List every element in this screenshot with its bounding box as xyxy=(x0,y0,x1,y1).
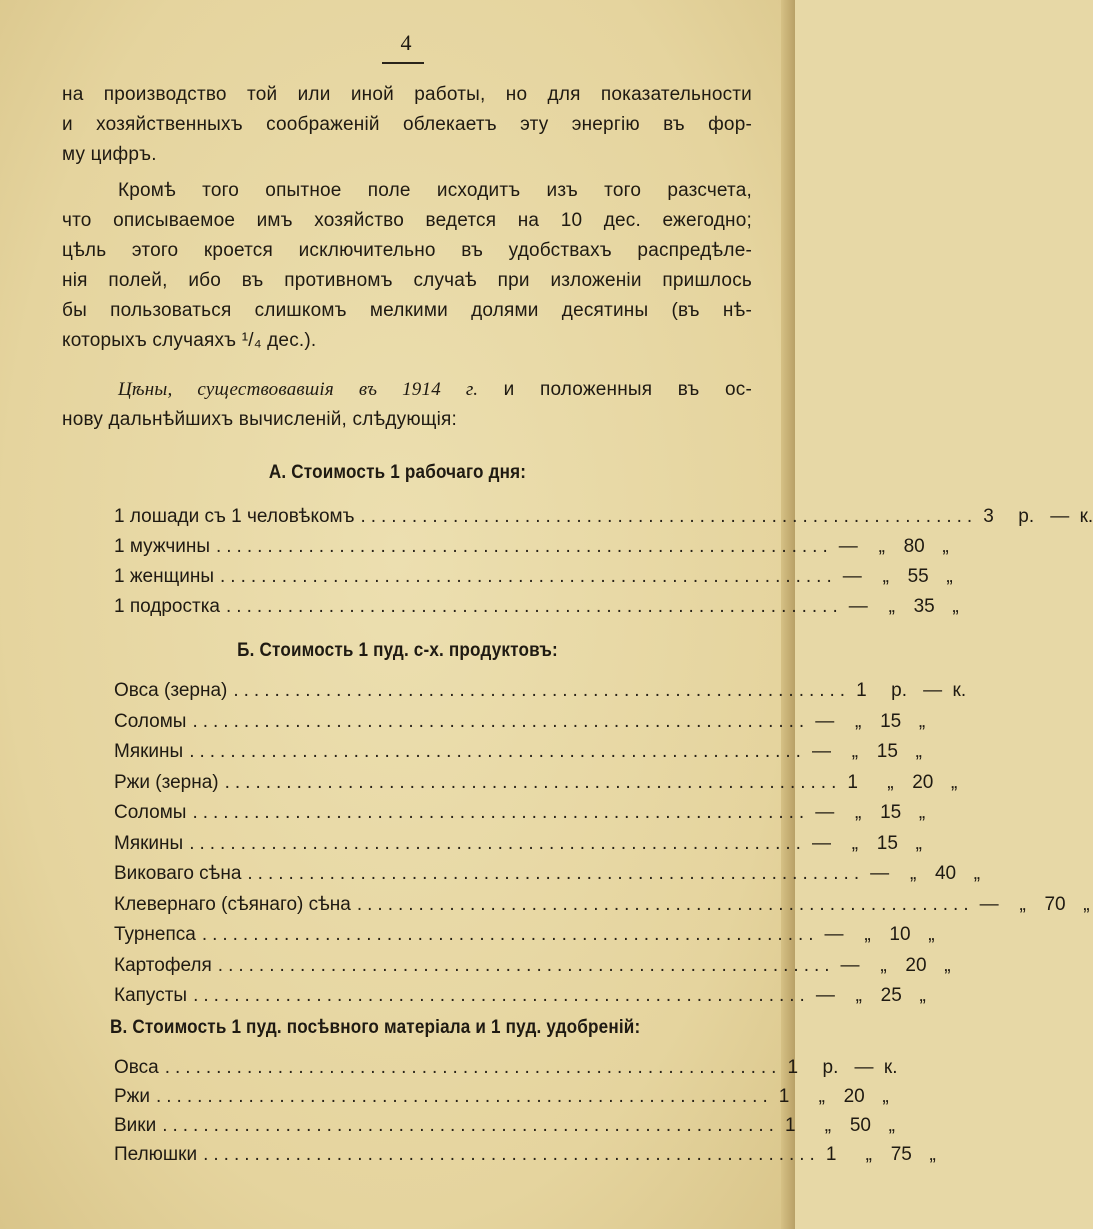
leader-dots: ............................................................ xyxy=(162,1115,779,1136)
price-kopecks: 10 xyxy=(889,924,911,945)
item-price xyxy=(847,772,957,794)
leader-dots: ............................................................ xyxy=(164,1057,782,1078)
section-v-heading: В. Стоимость 1 пуд. посѣвного матерiала и 1 пуд. удобренiй: xyxy=(110,1017,641,1038)
list-item xyxy=(114,566,953,594)
item-price xyxy=(812,833,922,855)
list-item xyxy=(114,680,967,708)
page-number: 4 xyxy=(400,30,412,55)
list-item xyxy=(114,802,926,830)
price-kopecks-unit: к. xyxy=(883,1057,898,1078)
text-line: нову дальнѣйшихъ вычисленiй, слѣдующiя: xyxy=(62,409,457,430)
price-kopecks: — xyxy=(923,680,943,701)
text-line: которыхъ случаяхъ ¹/₄ дес.). xyxy=(62,330,317,351)
price-rubles: 1 xyxy=(856,680,867,701)
leader-dots: ............................................................ xyxy=(192,710,810,732)
list-item xyxy=(114,506,1093,534)
list-item xyxy=(114,863,981,891)
list-item xyxy=(114,1115,895,1143)
price-kopecks-unit: „ xyxy=(952,596,959,617)
leader-dots: ............................................................ xyxy=(192,802,810,823)
list-item xyxy=(114,832,922,861)
price-rubles-unit: „ xyxy=(851,741,859,762)
item-name: Мякины xyxy=(114,741,184,762)
list-item xyxy=(114,710,926,739)
section-a-heading: А. Стоимость 1 рабочаго дня: xyxy=(268,462,527,483)
price-rubles: 3 xyxy=(983,506,994,527)
item-name: 1 лошади съ 1 человѣкомъ xyxy=(114,506,355,527)
item-price xyxy=(843,566,953,588)
item-name: Вики xyxy=(114,1115,157,1136)
item-price xyxy=(812,741,922,763)
leader-dots: ............................................................ xyxy=(201,924,819,945)
leader-dots: ............................................................ xyxy=(193,985,810,1006)
price-kopecks-unit: „ xyxy=(928,924,935,945)
item-price xyxy=(815,711,925,733)
price-kopecks: — xyxy=(1050,506,1070,527)
price-kopecks: 20 xyxy=(912,771,934,793)
item-price xyxy=(870,863,980,885)
price-rubles-unit: „ xyxy=(878,536,885,557)
price-kopecks-unit: „ xyxy=(882,1086,889,1107)
price-kopecks-unit: к. xyxy=(1079,506,1093,527)
price-kopecks: 15 xyxy=(880,802,902,823)
item-price xyxy=(825,924,935,946)
leader-dots: ............................................................ xyxy=(189,741,806,762)
price-kopecks: 70 xyxy=(1044,893,1066,915)
price-kopecks-unit: „ xyxy=(929,1144,936,1165)
item-name: Клевернаго (сѣянаго) сѣна xyxy=(114,893,351,915)
item-name: Овса (зерна) xyxy=(114,680,228,701)
price-rubles-unit: р. xyxy=(891,680,908,701)
price-rubles: — xyxy=(870,863,890,884)
price-kopecks: 15 xyxy=(876,832,898,854)
price-rubles-unit: „ xyxy=(887,771,894,793)
price-rubles-unit: „ xyxy=(888,596,895,617)
price-rubles: — xyxy=(815,710,835,732)
text-line: Кромѣ того опытное поле исходитъ изъ того разсчета, xyxy=(118,180,752,201)
leader-dots: ............................................................ xyxy=(217,954,835,976)
price-kopecks: 15 xyxy=(880,710,902,732)
item-name: Пелюшки xyxy=(114,1144,198,1165)
price-rubles: — xyxy=(848,596,868,617)
price-rubles: — xyxy=(842,566,862,587)
price-rubles: — xyxy=(838,536,858,557)
price-kopecks: 75 xyxy=(890,1144,912,1165)
list-item xyxy=(114,1057,898,1085)
price-kopecks-unit: „ xyxy=(951,771,958,793)
price-rubles-unit: „ xyxy=(880,954,887,976)
leader-dots: ............................................................ xyxy=(156,1086,773,1107)
text-fragment: и положенныя въ ос- xyxy=(478,379,752,400)
item-price xyxy=(785,1115,895,1137)
price-kopecks: 80 xyxy=(903,536,925,557)
price-rubles: — xyxy=(824,924,844,945)
list-item xyxy=(114,1144,936,1172)
item-name: Капусты xyxy=(114,985,188,1006)
price-rubles-unit: р. xyxy=(822,1057,839,1078)
leader-dots: ............................................................ xyxy=(203,1144,820,1165)
item-price xyxy=(816,985,926,1007)
item-name: 1 подростка xyxy=(114,596,221,617)
price-kopecks-unit: к. xyxy=(952,680,967,701)
price-rubles: — xyxy=(840,954,860,976)
item-name: Турнепса xyxy=(114,924,196,945)
leader-dots: ............................................................ xyxy=(247,863,865,884)
item-price xyxy=(787,1057,897,1079)
item-name: Ржи (зерна) xyxy=(114,771,219,793)
item-price xyxy=(826,1144,936,1166)
price-kopecks: 40 xyxy=(934,863,957,884)
price-rubles-unit: „ xyxy=(882,566,889,587)
price-rubles-unit: „ xyxy=(818,1086,825,1107)
list-item xyxy=(114,924,935,952)
paragraph-2 xyxy=(62,176,752,356)
price-rubles-unit: „ xyxy=(865,1144,872,1165)
leader-dots: ............................................................ xyxy=(224,771,842,793)
price-kopecks: — xyxy=(854,1057,874,1078)
price-rubles: 1 xyxy=(778,1086,790,1107)
price-kopecks: 35 xyxy=(913,596,935,617)
price-rubles: — xyxy=(811,832,831,854)
leader-dots: ............................................................ xyxy=(220,566,837,587)
leader-dots: ............................................................ xyxy=(189,832,806,854)
list-item xyxy=(114,1086,889,1114)
price-kopecks-unit: „ xyxy=(944,954,951,976)
price-rubles: — xyxy=(979,893,999,915)
item-price xyxy=(839,536,949,558)
price-rubles-unit: „ xyxy=(855,710,862,732)
item-name: Мякины xyxy=(114,832,184,854)
price-kopecks: 55 xyxy=(907,566,929,587)
item-price xyxy=(856,680,966,702)
item-name: Ржи xyxy=(114,1086,150,1107)
text-line: му цифръ. xyxy=(62,144,157,165)
price-rubles-unit: „ xyxy=(909,863,917,884)
price-rubles-unit: „ xyxy=(824,1115,832,1136)
price-kopecks-unit: „ xyxy=(888,1115,895,1136)
price-kopecks: 15 xyxy=(876,741,898,762)
text-line xyxy=(62,375,752,405)
list-item xyxy=(114,954,951,983)
page-number-rule xyxy=(382,62,424,64)
price-rubles: — xyxy=(811,741,831,762)
price-kopecks-unit: „ xyxy=(1083,893,1090,915)
text-line: на производство той или иной работы, но для показательности xyxy=(62,84,752,105)
price-rubles-unit: „ xyxy=(851,832,859,854)
price-rubles: 1 xyxy=(784,1115,796,1136)
item-price xyxy=(841,955,951,977)
price-rubles: — xyxy=(815,802,835,823)
list-item xyxy=(114,741,922,769)
price-rubles-unit: р. xyxy=(1018,506,1035,527)
item-price xyxy=(779,1086,889,1108)
item-price xyxy=(815,802,925,824)
price-kopecks: 25 xyxy=(880,985,902,1006)
price-rubles: 1 xyxy=(825,1144,837,1165)
list-item xyxy=(114,985,926,1013)
price-kopecks-unit: „ xyxy=(918,802,926,823)
text-line: что описываемое имъ хозяйство ведется на 10 дес. ежегодно; xyxy=(62,210,752,231)
price-kopecks-unit: „ xyxy=(973,863,981,884)
item-name: 1 женщины xyxy=(114,566,215,587)
paragraph-3 xyxy=(62,375,752,435)
list-item xyxy=(114,771,958,800)
item-name: Виковаго сѣна xyxy=(114,863,242,884)
text-line: и хозяйственныхъ соображенiй облекаетъ эту энергiю въ фор- xyxy=(62,114,752,135)
text-line: бы пользоваться слишкомъ мелкими долями десятины (въ нѣ- xyxy=(62,300,752,321)
price-kopecks-unit: „ xyxy=(942,536,949,557)
item-price xyxy=(849,596,959,618)
price-rubles-unit: „ xyxy=(864,924,871,945)
item-price xyxy=(980,894,1090,916)
text-line: цѣль этого кроется исключительно въ удобствахъ распредѣле- xyxy=(62,240,752,261)
text-line: нiя полей, ибо въ противномъ случаѣ при изложенiи пришлось xyxy=(62,270,752,291)
price-kopecks: 50 xyxy=(849,1115,871,1136)
list-item xyxy=(114,596,959,624)
item-name: Картофеля xyxy=(114,954,212,976)
price-rubles: 1 xyxy=(847,771,858,793)
item-name: 1 мужчины xyxy=(114,536,210,557)
list-item xyxy=(114,893,1090,922)
price-rubles: 1 xyxy=(787,1057,799,1078)
price-kopecks-unit: „ xyxy=(915,741,922,762)
leader-dots: ............................................................ xyxy=(226,596,843,617)
item-name: Овса xyxy=(114,1057,159,1078)
leader-dots: ............................................................ xyxy=(360,506,978,527)
section-b-heading: Б. Стоимость 1 пуд. с-х. продуктовъ: xyxy=(237,640,558,661)
price-kopecks-unit: „ xyxy=(919,985,926,1006)
price-kopecks-unit: „ xyxy=(918,710,926,732)
price-rubles-unit: „ xyxy=(855,985,862,1006)
price-kopecks-unit: „ xyxy=(946,566,953,587)
item-price xyxy=(983,506,1093,528)
list-item xyxy=(114,536,949,564)
leader-dots: ............................................................ xyxy=(233,680,851,701)
price-kopecks: 20 xyxy=(843,1086,865,1107)
price-kopecks: 20 xyxy=(905,954,927,976)
leader-dots: ............................................................ xyxy=(356,893,974,915)
italic-phrase: Цѣны, существовавшiя въ 1914 г. xyxy=(118,379,479,400)
item-name: Соломы xyxy=(114,802,187,823)
price-rubles-unit: „ xyxy=(1019,893,1026,915)
paragraph-1 xyxy=(62,80,752,170)
price-rubles: — xyxy=(815,985,835,1006)
price-kopecks-unit: „ xyxy=(915,832,922,854)
item-name: Соломы xyxy=(114,710,187,732)
leader-dots: ............................................................ xyxy=(216,536,833,557)
price-rubles-unit: „ xyxy=(855,802,862,823)
